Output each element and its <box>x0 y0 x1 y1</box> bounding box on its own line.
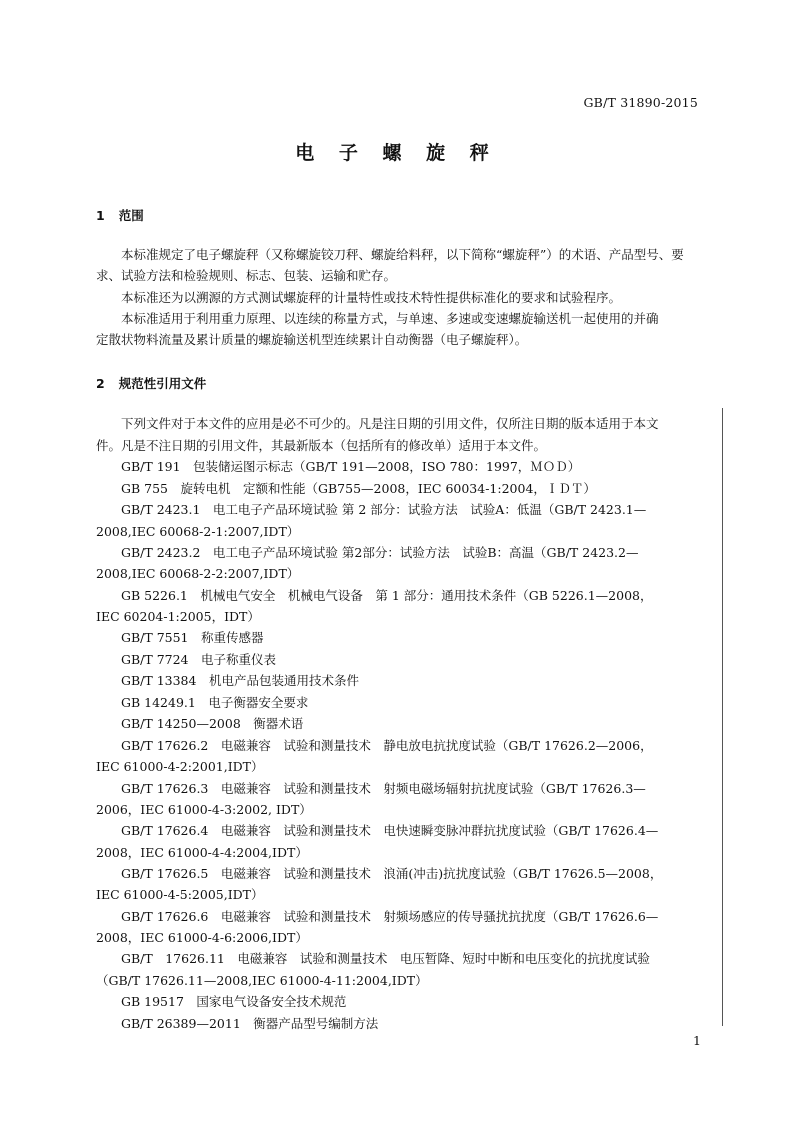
reference-entry: GB 5226.1 机械电气安全 机械电气设备 第 1 部分：通用技术条件（GB 5226.1—2008， <box>121 588 653 603</box>
reference-entry: GB/T 17626.6 电磁兼容 试验和测量技术 射频场感应的传导骚扰抗扰度（GB/T 17626.6— <box>121 909 659 924</box>
reference-entry: GB/T 17626.3 电磁兼容 试验和测量技术 射频电磁场辐射抗扰度试验（GB/T 17626.3— <box>121 781 646 796</box>
reference-entry: GB/T 2423.2 电工电子产品环境试验 第2部分：试验方法 试验B：高温（GB/T 2423.2— <box>121 545 639 560</box>
section-1-heading <box>96 206 144 224</box>
reference-entry: GB/T 17626.4 电磁兼容 试验和测量技术 电快速瞬变脉冲群抗扰度试验（GB/T 17626.4— <box>121 823 659 838</box>
reference-entry: GB 14249.1 电子衡器安全要求 <box>121 695 309 710</box>
reference-entry: GB/T 13384 机电产品包装通用技术条件 <box>121 673 359 688</box>
reference-entry-continued: 2008,IEC 60068-2-2:2007,IDT） <box>96 566 300 581</box>
paragraph-line: 本标准规定了电子螺旋秤（又称螺旋铰刀秤、螺旋给料秤，以下简称“螺旋秤”）的术语、产品型号、要 <box>121 247 684 262</box>
section-number: 1 <box>96 208 105 223</box>
reference-entry-continued: 2008，IEC 61000-4-6:2006,IDT） <box>96 930 308 945</box>
paragraph-line: 本标准适用于利用重力原理、以连续的称量方式，与单速、多速或变速螺旋输送机一起使用的并确 <box>121 311 659 326</box>
standard-code: GB/T 31890-2015 <box>583 95 698 110</box>
paragraph-line: 下列文件对于本文件的应用是必不可少的。凡是注日期的引用文件，仅所注日期的版本适用于本文 <box>121 416 659 431</box>
reference-entry: GB/T 17626.11 电磁兼容 试验和测量技术 电压暂降、短时中断和电压变化的抗扰度试验 <box>121 951 650 966</box>
reference-entry-continued: 2006，IEC 61000-4-3:2002, IDT） <box>96 802 312 817</box>
paragraph-line: 件。凡是不注日期的引用文件，其最新版本（包括所有的修改单）适用于本文件。 <box>96 438 547 453</box>
reference-entry-continued: IEC 61000-4-2:2001,IDT） <box>96 759 264 774</box>
margin-rule <box>722 408 723 1026</box>
reference-entry: GB/T 26389—2011 衡器产品型号编制方法 <box>121 1016 379 1031</box>
reference-entry-continued: 2008,IEC 60068-2-1:2007,IDT） <box>96 524 300 539</box>
reference-entry-continued: IEC 61000-4-5:2005,IDT） <box>96 887 264 902</box>
document-title: 电 子 螺 旋 秤 <box>295 142 498 164</box>
reference-entry: GB 19517 国家电气设备安全技术规范 <box>121 994 347 1009</box>
page-number: 1 <box>693 1033 701 1048</box>
paragraph-line: 定散状物料流量及累计质量的螺旋输送机型连续累计自动衡器（电子螺旋秤）。 <box>96 332 528 347</box>
section-number: 2 <box>96 376 105 391</box>
section-2-heading <box>96 374 206 392</box>
reference-entry: GB/T 7551 称重传感器 <box>121 630 264 645</box>
reference-entry: GB/T 14250—2008 衡器术语 <box>121 716 304 731</box>
reference-entry: GB/T 2423.1 电工电子产品环境试验 第 2 部分：试验方法 试验A：低温（GB/T 2423.1— <box>121 502 647 517</box>
reference-entry: GB/T 191 包装储运图示标志（GB/T 191—2008，ISO 780：1997，ＭＯＤ） <box>121 459 581 474</box>
reference-entry-continued: （GB/T 17626.11—2008,IEC 61000-4-11:2004,IDT） <box>96 973 428 988</box>
section-title: 规范性引用文件 <box>118 376 207 391</box>
paragraph-line: 本标准还为以溯源的方式测试螺旋秤的计量特性或技术特性提供标准化的要求和试验程序。 <box>121 290 622 305</box>
reference-entry: GB/T 17626.5 电磁兼容 试验和测量技术 浪涌(冲击)抗扰度试验（GB/T 17626.5—2008， <box>121 866 663 881</box>
reference-entry: GB/T 7724 电子称重仪表 <box>121 652 277 667</box>
reference-entry: GB/T 17626.2 电磁兼容 试验和测量技术 静电放电抗扰度试验（GB/T 17626.2—2006， <box>121 738 653 753</box>
reference-entry-continued: 2008，IEC 61000-4-4:2004,IDT） <box>96 845 308 860</box>
reference-entry: GB 755 旋转电机 定额和性能（GB755—2008，IEC 60034-1:2004，ＩＤＴ） <box>121 481 596 496</box>
reference-entry-continued: IEC 60204-1:2005，IDT） <box>96 609 260 624</box>
paragraph-line: 求、试验方法和检验规则、标志、包装、运输和贮存。 <box>96 268 397 283</box>
section-title: 范围 <box>118 208 144 223</box>
